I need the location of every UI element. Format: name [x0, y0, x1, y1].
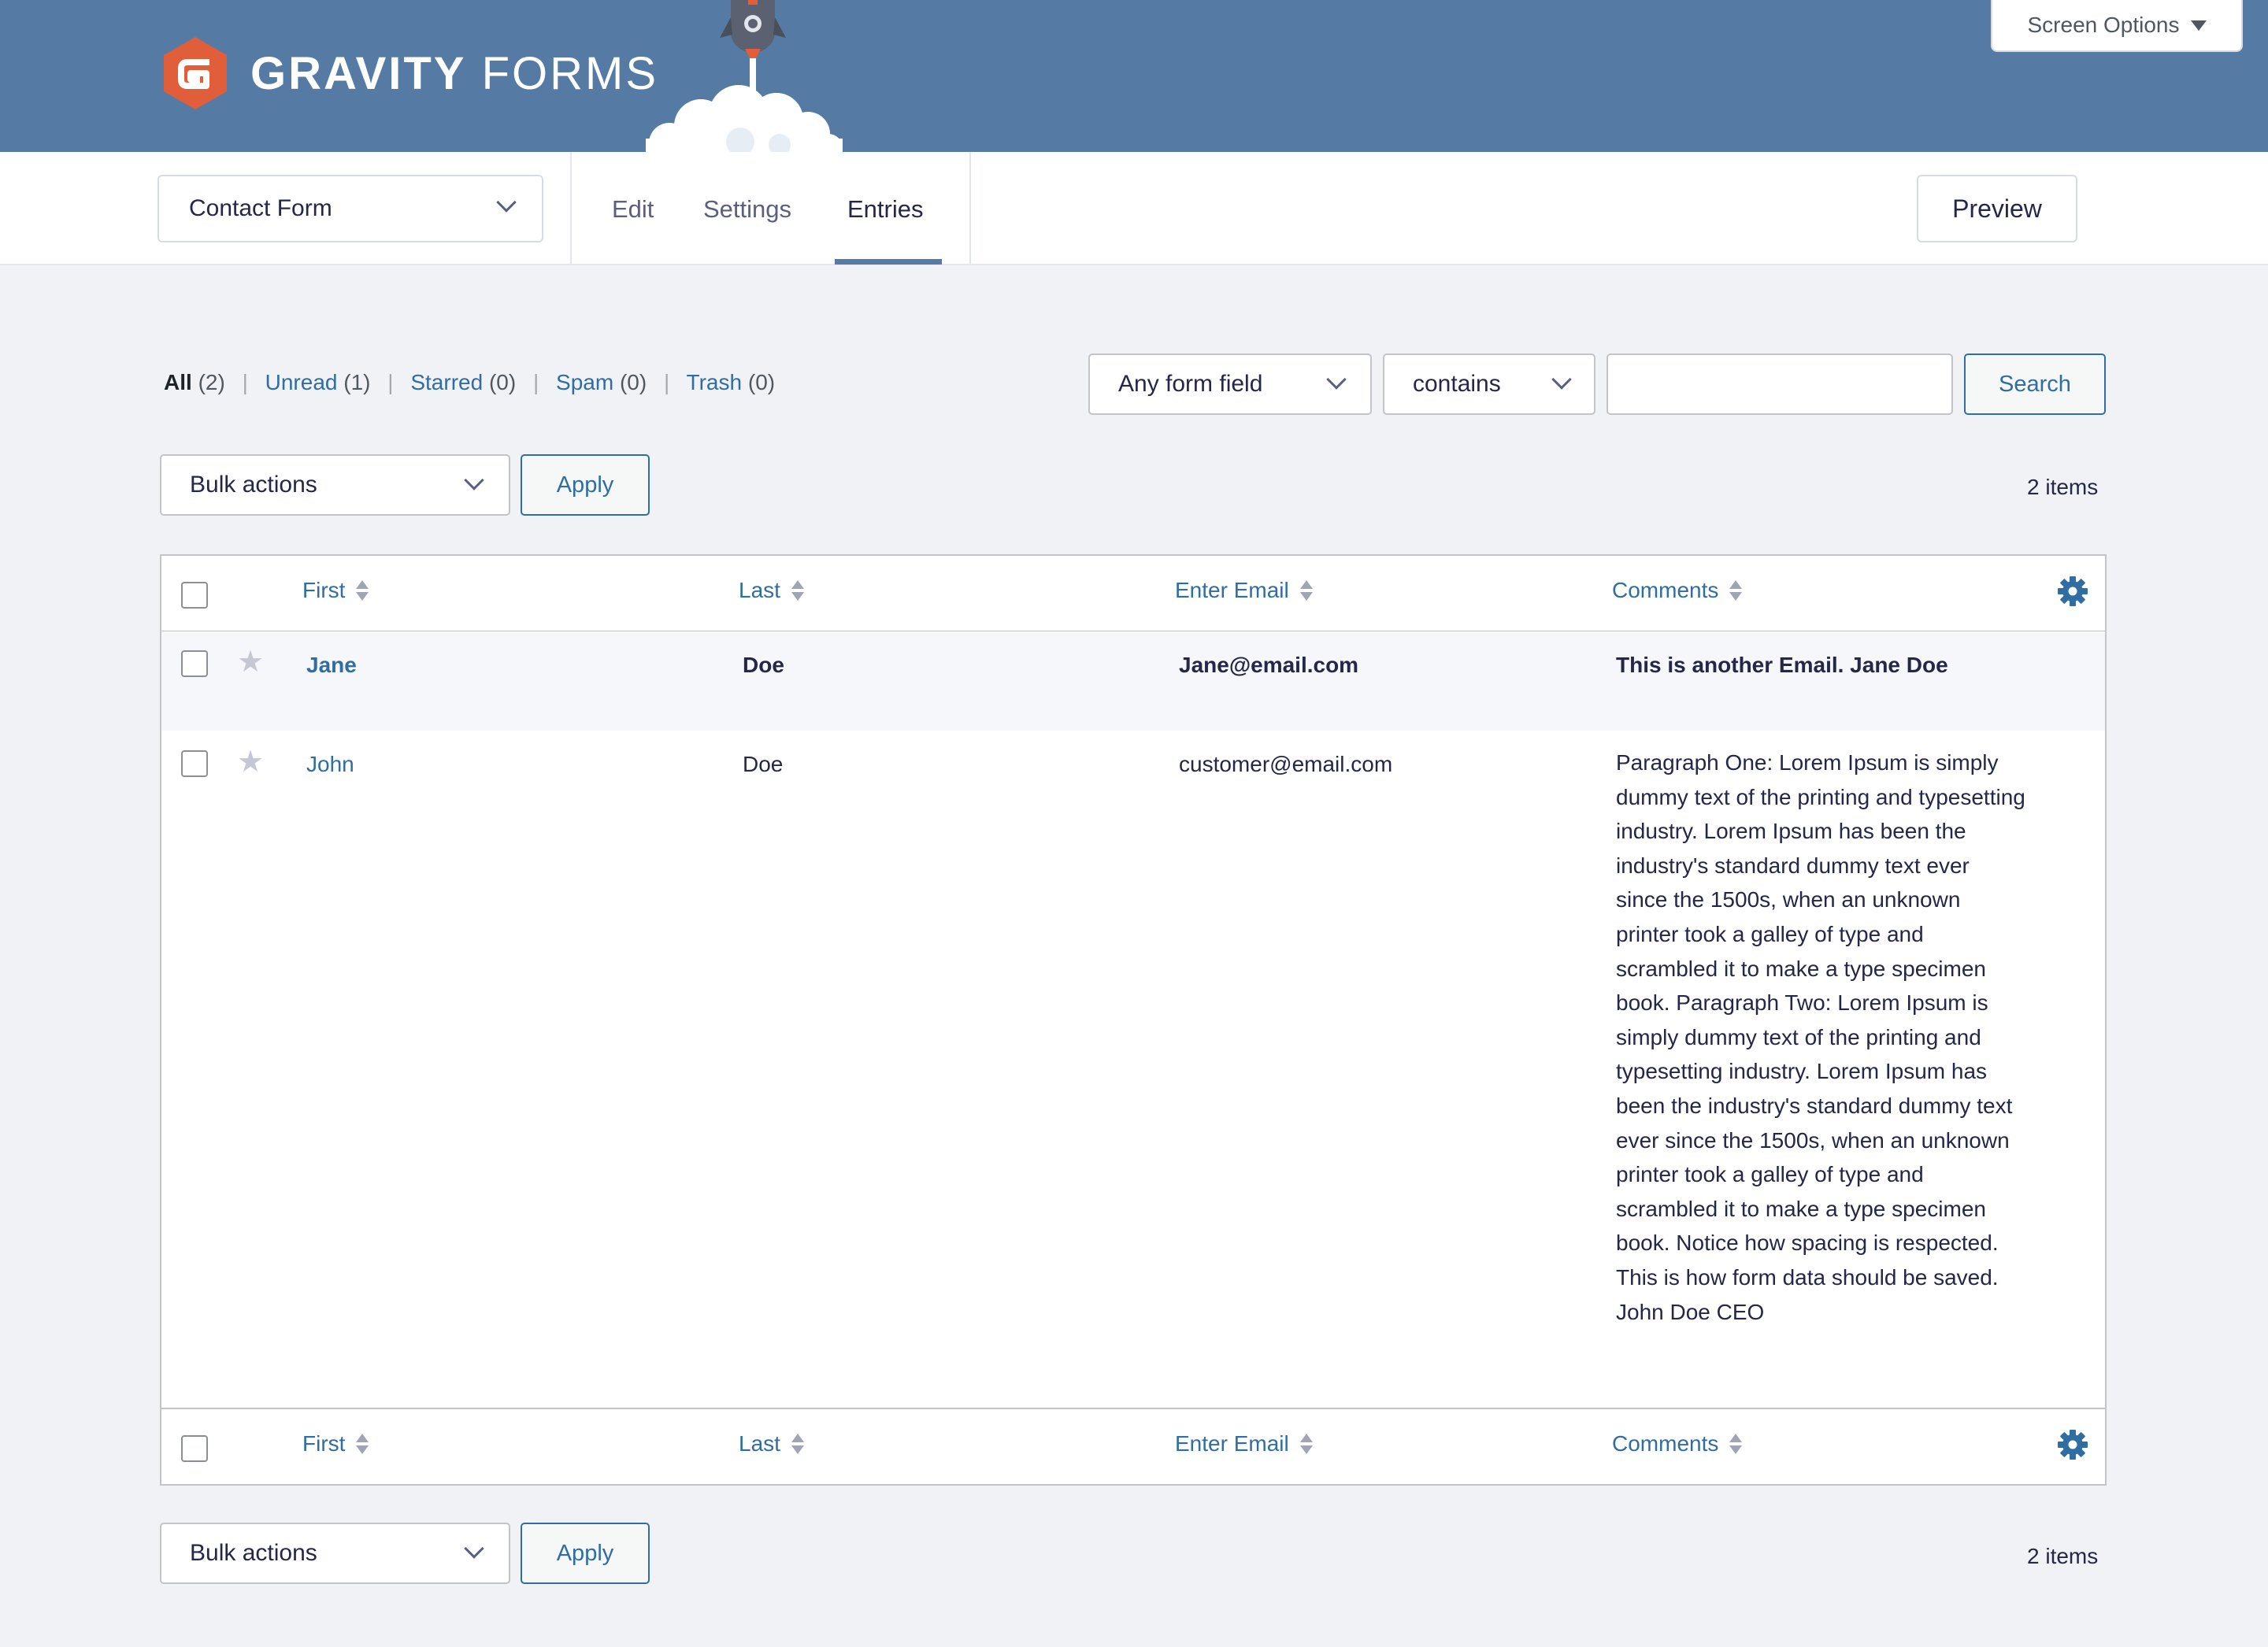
form-switcher-select[interactable] [158, 175, 543, 242]
bulk-actions-select-bottom[interactable] [160, 1523, 510, 1584]
filter-unread[interactable]: Unread [265, 370, 338, 394]
entry-first-name[interactable]: Jane [306, 653, 357, 677]
filter-spam[interactable]: Spam [556, 370, 614, 394]
filter-trash[interactable]: Trash [686, 370, 743, 394]
tab-settings[interactable]: Settings [703, 195, 792, 223]
table-header-row [161, 556, 2105, 631]
caret-down-icon [2191, 20, 2207, 31]
search-field-value: Any form field [1118, 371, 1263, 397]
filter-all[interactable]: All [164, 370, 192, 394]
screen-options-button[interactable] [1991, 0, 2243, 52]
sort-arrows-icon [1729, 580, 1742, 601]
search-input[interactable] [1606, 353, 1953, 415]
column-footer-last[interactable] [739, 1431, 804, 1456]
sort-arrows-icon [356, 580, 369, 601]
column-footer-first[interactable] [302, 1431, 369, 1456]
column-footer-email[interactable] [1175, 1431, 1313, 1456]
column-header-first[interactable] [302, 578, 369, 603]
column-header-label: Enter Email [1175, 1431, 1289, 1456]
column-header-email[interactable] [1175, 578, 1313, 603]
toolbar-divider [969, 152, 971, 265]
column-header-label: Enter Email [1175, 578, 1289, 602]
filter-unread-count: (1) [343, 370, 371, 394]
sort-arrows-icon [791, 580, 804, 601]
column-header-label: First [302, 1431, 346, 1456]
items-count-bottom: 2 items [2027, 1544, 2099, 1568]
entry-first-name[interactable]: John [306, 752, 354, 776]
filter-trash-count: (0) [747, 370, 776, 394]
toolbar-divider [570, 152, 572, 265]
gear-icon[interactable] [2057, 576, 2088, 607]
column-header-label: Last [739, 578, 780, 602]
column-header-label: Last [739, 1431, 780, 1456]
sort-arrows-icon [791, 1434, 804, 1454]
column-footer-comments[interactable] [1612, 1431, 1742, 1456]
apply-button-top[interactable]: Apply [521, 454, 650, 516]
entry-last-name: Doe [743, 752, 784, 776]
row-checkbox[interactable] [181, 650, 208, 677]
filter-spam-count: (0) [619, 370, 647, 394]
sort-arrows-icon [1729, 1434, 1742, 1454]
entry-comments: This is another Email. Jane Doe [1616, 653, 1948, 677]
search-button[interactable]: Search [1964, 353, 2106, 415]
chevron-down-icon [1551, 369, 1571, 389]
table-divider [161, 1408, 2105, 1409]
screen-options-label: Screen Options [2027, 13, 2180, 37]
entry-email: customer@email.com [1179, 752, 1393, 776]
form-switcher-value: Contact Form [189, 195, 332, 221]
chevron-down-icon [464, 1538, 484, 1558]
column-header-last[interactable] [739, 578, 804, 603]
tab-entries[interactable]: Entries [847, 195, 924, 223]
chevron-down-icon [464, 470, 484, 490]
star-icon[interactable]: ★ [237, 746, 265, 779]
search-operator-value: contains [1413, 371, 1501, 397]
sort-arrows-icon [356, 1434, 369, 1454]
select-all-checkbox[interactable] [181, 582, 208, 609]
sort-arrows-icon [1300, 580, 1313, 601]
search-field-select[interactable] [1088, 353, 1372, 415]
column-header-label: Comments [1612, 1431, 1719, 1456]
star-icon[interactable]: ★ [237, 646, 265, 679]
sort-arrows-icon [1300, 1434, 1313, 1454]
filter-all-count: (2) [198, 370, 225, 394]
active-tab-indicator [835, 259, 942, 265]
gear-icon[interactable] [2057, 1429, 2088, 1460]
gravity-forms-logo-icon [158, 35, 233, 111]
preview-button[interactable]: Preview [1917, 175, 2077, 242]
brand-name-bold: GRAVITY [250, 48, 467, 99]
bulk-actions-value: Bulk actions [190, 1540, 317, 1566]
entry-last-name: Doe [743, 653, 784, 677]
filter-starred[interactable]: Starred [410, 370, 484, 394]
row-checkbox[interactable] [181, 750, 208, 777]
column-header-label: First [302, 578, 346, 602]
column-header-label: Comments [1612, 578, 1719, 602]
table-row [161, 631, 2105, 731]
apply-button-bottom[interactable]: Apply [521, 1523, 650, 1584]
filter-starred-count: (0) [488, 370, 517, 394]
search-operator-select[interactable] [1383, 353, 1595, 415]
brand-name [250, 50, 658, 98]
entry-comments: Paragraph One: Lorem Ipsum is simply dummy text of the printing and typesetting industry. Lorem Ipsum has been the industry's standard dummy text ever since the 1500s, when an unknown printer took a galley of type and scrambled it to make a type specimen book. Paragraph Two: Lorem Ipsum is simply dummy text of the printing and typesetting industry. Lorem Ipsum has been the industry's standard dummy text ever since the 1500s, when an unknown printer took a galley of type and scrambled it to make a type specimen book. Notice how spacing is respected. This is how form data should be saved. John Doe CEO [1616, 750, 2025, 1324]
tab-edit[interactable]: Edit [612, 195, 654, 223]
bulk-actions-value: Bulk actions [190, 472, 317, 498]
bulk-actions-select-top[interactable] [160, 454, 510, 516]
chevron-down-icon [496, 192, 516, 212]
entry-status-filters: All (2) | Unread (1) | Starred (0) | Spam (0) | Trash (0) [164, 370, 776, 394]
entry-email: Jane@email.com [1179, 653, 1359, 677]
brand-name-light: FORMS [481, 48, 659, 99]
select-all-checkbox-footer[interactable] [181, 1435, 208, 1462]
items-count-top: 2 items [2027, 475, 2099, 499]
chevron-down-icon [1326, 369, 1346, 389]
column-header-comments[interactable] [1612, 578, 1742, 603]
rocket-icon [622, 0, 850, 152]
